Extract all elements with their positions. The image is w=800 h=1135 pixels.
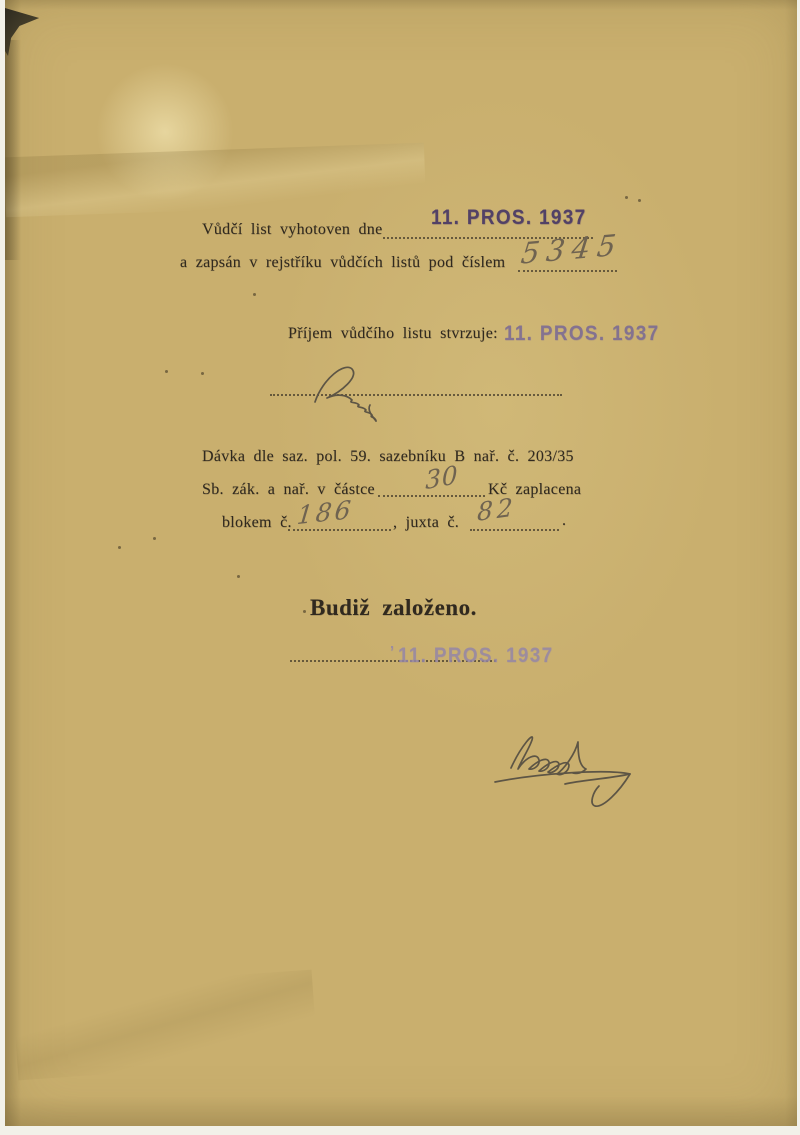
register-number-ruled-line xyxy=(518,270,617,272)
paper-crease xyxy=(12,970,318,1081)
paper-speck xyxy=(118,546,121,549)
paper-speck xyxy=(201,372,204,375)
paper-speck xyxy=(303,610,306,613)
scan-margin-bottom xyxy=(0,1126,800,1135)
receipt-label: Příjem vůdčího listu stvrzuje: xyxy=(288,325,498,342)
edge-smudge xyxy=(5,40,21,260)
register-number-label: a zapsán v rejstříku vůdčích listů pod číslem xyxy=(180,254,506,271)
fee-amount-ruled-line xyxy=(378,495,485,497)
handwritten-juxta-number: 82 xyxy=(476,492,518,527)
filing-order-title: Budiž založeno. xyxy=(310,595,477,620)
stamp-tick-mark: ’ xyxy=(390,644,396,661)
fee-amount-suffix: Kč zaplacena xyxy=(488,481,582,498)
handwritten-block-number: 186 xyxy=(295,494,356,531)
paper-speck xyxy=(638,199,641,202)
fee-clause-line1: Dávka dle saz. pol. 59. sazebníku B nař. č. 203/35 xyxy=(202,448,574,465)
paper-speck xyxy=(153,537,156,540)
paper-crease xyxy=(4,143,426,218)
sentence-period: . xyxy=(562,512,567,529)
handwritten-amount: 30 xyxy=(425,459,459,496)
date-stamp-filing: 11. PROS. 1937 xyxy=(398,644,554,667)
handwritten-register-number: 5345 xyxy=(519,227,625,271)
clerk-signature xyxy=(487,716,655,814)
fee-amount-prefix: Sb. zák. a nař. v částce xyxy=(202,481,375,498)
issued-date-label: Vůdčí list vyhotoven dne xyxy=(202,221,383,238)
date-stamp-receipt: 11. PROS. 1937 xyxy=(504,322,660,345)
date-stamp-issued: 11. PROS. 1937 xyxy=(431,206,587,229)
paper-speck xyxy=(165,370,168,373)
receipt-signature xyxy=(293,358,413,424)
scan-margin-left xyxy=(0,0,5,1135)
paper-speck xyxy=(625,196,628,199)
juxta-number-ruled-line xyxy=(470,529,559,531)
block-number-label: blokem č. xyxy=(222,514,292,531)
paper-speck xyxy=(237,575,240,578)
juxta-number-label: , juxta č. xyxy=(393,514,460,531)
paper-speck xyxy=(253,293,256,296)
document-page xyxy=(5,0,797,1126)
